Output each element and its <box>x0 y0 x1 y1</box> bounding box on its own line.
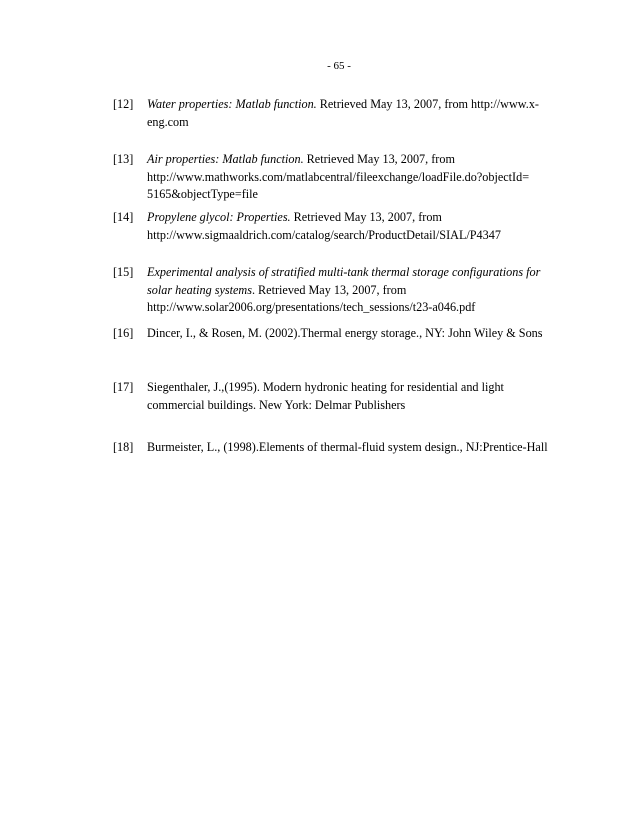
reference-url[interactable]: http://www.sigmaaldrich.com/catalog/search/ProductDetail/SIAL/P4347 <box>147 227 501 242</box>
reference-number: [18] <box>113 440 134 454</box>
reference-detail[interactable]: eng.com <box>147 114 189 129</box>
reference-text <box>147 96 573 131</box>
reference-line <box>147 96 573 114</box>
reference-line <box>147 209 573 227</box>
reference-title: Experimental analysis of stratified multi-tank thermal storage configurations for <box>147 265 541 279</box>
reference-text <box>147 209 573 244</box>
reference-text <box>147 151 573 204</box>
page-number: - 65 - <box>327 60 351 72</box>
reference-line <box>147 379 573 397</box>
reference-line <box>147 325 573 343</box>
reference-number: [12] <box>113 97 134 111</box>
reference-detail: . Retrieved May 13, 2007, from <box>251 282 407 297</box>
reference-line <box>147 114 573 132</box>
reference-line <box>147 169 573 187</box>
reference-url[interactable]: http://www.mathworks.com/matlabcentral/fileexchange/loadFile.do?objectId= <box>147 169 530 184</box>
reference-line <box>147 397 573 415</box>
reference-number: [14] <box>113 210 134 224</box>
reference-title: Propylene glycol: Properties. <box>147 210 291 224</box>
reference-line <box>147 264 573 282</box>
reference-url[interactable]: http://www.solar2006.org/presentations/tech_sessions/t23-a046.pdf <box>147 300 476 314</box>
reference-text <box>147 379 573 414</box>
reference-title: Air properties: Matlab function. <box>147 152 304 166</box>
reference-detail: Retrieved May 13, 2007, from <box>290 210 442 224</box>
reference-detail: Burmeister, L., (1998).Elements of thermal-fluid system design., NJ:Prentice-Hall <box>147 440 548 454</box>
reference-number: [15] <box>113 265 134 279</box>
reference-text <box>147 264 573 317</box>
reference-title: solar heating systems <box>147 282 252 297</box>
reference-detail[interactable]: Retrieved May 13, 2007, from http://www.x- <box>316 97 539 111</box>
reference-url[interactable]: 5165&objectType=file <box>147 187 258 201</box>
reference-number: [16] <box>113 326 134 340</box>
reference-number: [17] <box>113 380 134 394</box>
reference-detail: Dincer, I., & Rosen, M. (2002).Thermal energy storage., NY: John Wiley & Sons <box>147 326 543 340</box>
reference-detail: Siegenthaler, J.,(1995). Modern hydronic heating for residential and light <box>147 380 504 394</box>
reference-text <box>147 325 573 343</box>
reference-line <box>147 186 573 204</box>
reference-line <box>147 282 573 300</box>
reference-line <box>147 439 573 457</box>
reference-line <box>147 227 573 245</box>
reference-line <box>147 299 573 317</box>
reference-text <box>147 439 573 457</box>
reference-number: [13] <box>113 152 134 166</box>
reference-detail: commercial buildings. New York: Delmar Publishers <box>147 397 406 412</box>
reference-line <box>147 151 573 169</box>
reference-title: Water properties: Matlab function. <box>147 97 317 111</box>
reference-detail: Retrieved May 13, 2007, from <box>303 152 455 166</box>
